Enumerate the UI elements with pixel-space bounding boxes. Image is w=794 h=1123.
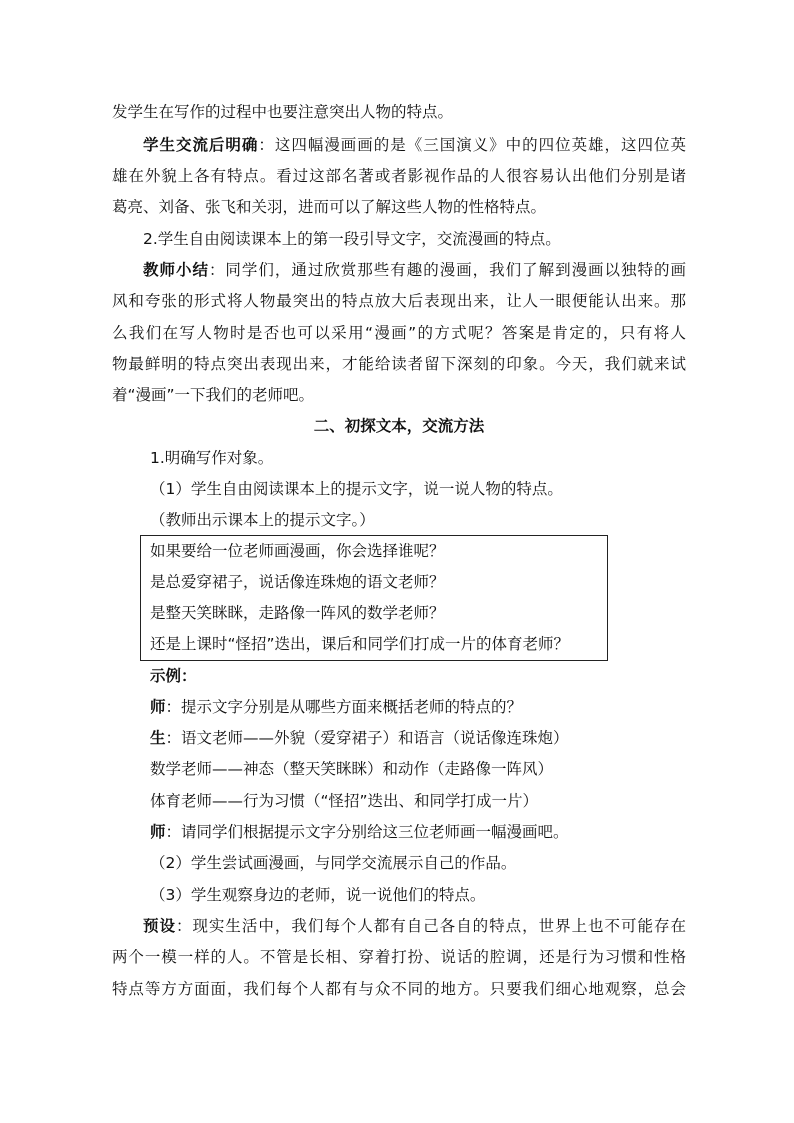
paragraph-line: 风和夸张的形式将人物最突出的特点放大后表现出来，让人一眼便能认出来。那 (112, 292, 686, 310)
paragraph-line: 葛亮、刘备、张飞和关羽，进而可以了解这些人物的性格特点。 (112, 198, 547, 216)
dialogue-text: ：提示文字分别是从哪些方面来概括老师的特点的？ (165, 698, 523, 716)
paragraph-text: ：这四幅漫画画的是《三国演义》中的四位英雄，这四位英 (258, 136, 686, 154)
list-item: 1.明确写作对象。 (150, 449, 274, 467)
bold-lead: 预设 (143, 917, 176, 935)
list-item: （3）学生观察身边的老师，说一说他们的特点。 (150, 886, 486, 904)
paragraph-line: 着“漫画”一下我们的老师吧。 (112, 386, 315, 404)
prompt-line: 是总爱穿裙子，说话像连珠炮的语文老师？ (150, 573, 445, 591)
paragraph-line (143, 260, 686, 280)
dialogue-text: ：语文老师——外貌（爱穿裙子）和语言（说话像连珠炮） (165, 729, 569, 747)
bold-lead: 教师小结 (143, 261, 209, 279)
dialogue-line: 体育老师——行为习惯（“怪招”迭出、和同学打成一片） (150, 792, 539, 810)
paragraph-line: 特点等方方面面，我们每个人都有与众不同的地方。只要我们细心地观察，总会 (112, 980, 686, 998)
prompt-line: 是整天笑眯眯，走路像一阵风的数学老师？ (150, 604, 445, 622)
paragraph-line: 么我们在写人物时是否也可以采用“漫画”的方式呢？答案是肯定的，只有将人 (112, 324, 686, 342)
paragraph-text: ：现实生活中，我们每个人都有自己各自的特点，世界上也不可能存在 (175, 917, 686, 935)
bold-lead: 学生交流后明确 (143, 136, 259, 154)
paragraph-line (143, 135, 686, 155)
speaker-student: 生 (150, 729, 166, 747)
paragraph-line: 发学生在写作的过程中也要注意突出人物的特点。 (112, 103, 454, 121)
dialogue-line: 数学老师——神态（整天笑眯眯）和动作（走路像一阵风） (150, 760, 554, 778)
section-heading: 二、初探文本，交流方法 (313, 417, 485, 435)
dialogue-line (150, 822, 686, 842)
example-label: 示例： (150, 667, 197, 685)
dialogue-text: ：请同学们根据提示文字分别给这三位老师画一幅漫画吧。 (165, 823, 569, 841)
note-text: （教师出示课本上的提示文字。） (150, 511, 375, 529)
paragraph-line: 两个一模一样的人。不管是长相、穿着打扮、说话的腔调，还是行为习惯和性格 (112, 948, 686, 966)
list-item: （1）学生自由阅读课本上的提示文字，说一说人物的特点。 (150, 480, 563, 498)
speaker-teacher: 师 (150, 823, 166, 841)
paragraph-line (143, 916, 686, 936)
speaker-teacher: 师 (150, 698, 166, 716)
prompt-line: 还是上课时“怪招”迭出，课后和同学们打成一片的体育老师？ (150, 635, 570, 653)
paragraph-line: 2.学生自由阅读课本上的第一段引导文字，交流漫画的特点。 (143, 230, 561, 248)
paragraph-line: 雄在外貌上各有特点。看过这部名著或者影视作品的人很容易认出他们分别是诸 (112, 167, 686, 185)
paragraph-line: 物最鲜明的特点突出表现出来，才能给读者留下深刻的印象。今天，我们就来试 (112, 355, 686, 373)
paragraph-text: ：同学们，通过欣赏那些有趣的漫画，我们了解到漫画以独特的画 (208, 261, 686, 279)
prompt-line: 如果要给一位老师画漫画，你会选择谁呢？ (150, 542, 445, 560)
list-item: （2）学生尝试画漫画，与同学交流展示自己的作品。 (150, 854, 517, 872)
dialogue-line (150, 697, 686, 717)
dialogue-line (150, 728, 686, 748)
